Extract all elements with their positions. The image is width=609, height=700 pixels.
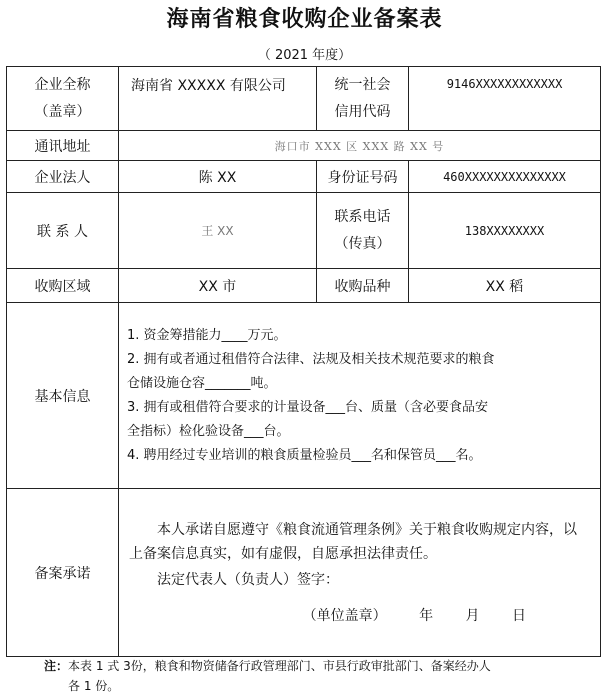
footnote	[44, 656, 564, 696]
variety-value[interactable]: XX 稻	[409, 269, 601, 303]
credit-label-cell	[317, 67, 409, 131]
phone-label-cell	[317, 193, 409, 269]
legal-label: 企业法人	[7, 161, 119, 193]
registration-form	[6, 66, 601, 657]
year-subtitle: （ 2021 年度）	[257, 48, 352, 63]
credit-value[interactable]: 9146XXXXXXXXXXXX	[409, 67, 601, 131]
pledge-cell	[119, 489, 601, 657]
seal-month: 月	[465, 607, 480, 624]
basic-item[interactable]: 4. 聘用经过专业培训的粮食质量检验员___名和保管员___名。	[127, 447, 482, 463]
contact-label: 联 系 人	[7, 193, 119, 269]
phone-label-line1: 联系电话	[334, 208, 391, 225]
company-label-cell	[7, 67, 119, 131]
basic-item[interactable]: 2. 拥有或者通过租借符合法律、法规及相关技术规范要求的粮食	[127, 351, 495, 367]
row-basic-info	[7, 303, 601, 489]
basic-item[interactable]: 1. 资金筹措能力____万元。	[127, 327, 287, 343]
row-address	[7, 131, 601, 161]
address-label: 通讯地址	[7, 131, 119, 161]
id-label: 身份证号码	[317, 161, 409, 193]
credit-label-line1: 统一社会	[334, 76, 391, 93]
pledge-seal-line	[129, 604, 590, 628]
company-label-line1: 企业全称	[34, 76, 91, 93]
seal-label: （单位盖章）	[302, 607, 387, 624]
phone-label-line2: （传真）	[334, 235, 391, 252]
note-prefix: 注：	[44, 659, 69, 673]
note-line1: 本表 1 式 3份，粮食和物资储备行政管理部门、市县行政审批部门、备案经办人	[68, 659, 491, 673]
row-legal	[7, 161, 601, 193]
pledge-label: 备案承诺	[7, 489, 119, 657]
phone-value[interactable]: 138XXXXXXXX	[409, 193, 601, 269]
variety-label: 收购品种	[317, 269, 409, 303]
area-label: 收购区域	[7, 269, 119, 303]
company-value[interactable]: 海南省 XXXXX 有限公司	[119, 67, 317, 131]
basic-info-list	[119, 324, 600, 468]
id-value[interactable]: 460XXXXXXXXXXXXXX	[409, 161, 601, 193]
basic-label: 基本信息	[7, 303, 119, 489]
credit-label-line2: 信用代码	[334, 103, 391, 120]
seal-year: 年	[419, 607, 434, 624]
basic-item[interactable]: 3. 拥有或租借符合要求的计量设备___台、质量（含必要食品安	[127, 399, 489, 415]
basic-item[interactable]: 仓储设施仓容_______吨。	[127, 375, 277, 391]
page-title: 海南省粮食收购企业备案表	[166, 7, 443, 32]
note-line2: 各 1 份。	[68, 679, 120, 693]
address-value[interactable]: 海口市 XXX 区 XXX 路 XX 号	[119, 131, 601, 161]
pledge-signature[interactable]: 法定代表人（负责人）签字：	[157, 571, 339, 588]
pledge-text: 本人承诺自愿遵守《粮食流通管理条例》关于粮食收购规定内容，以上备案信息真实，如有虚假，自愿承担法律责任。	[129, 521, 577, 562]
area-value[interactable]: XX 市	[119, 269, 317, 303]
seal-day: 日	[512, 607, 526, 624]
row-area	[7, 269, 601, 303]
row-pledge	[7, 489, 601, 657]
row-company	[7, 67, 601, 131]
basic-item[interactable]: 全指标）检化验设备___台。	[127, 423, 290, 439]
company-label-line2: （盖章）	[34, 103, 91, 120]
row-contact	[7, 193, 601, 269]
basic-info-cell	[119, 303, 601, 489]
legal-value[interactable]: 陈 XX	[119, 161, 317, 193]
contact-value[interactable]: 王 XX	[119, 193, 317, 269]
